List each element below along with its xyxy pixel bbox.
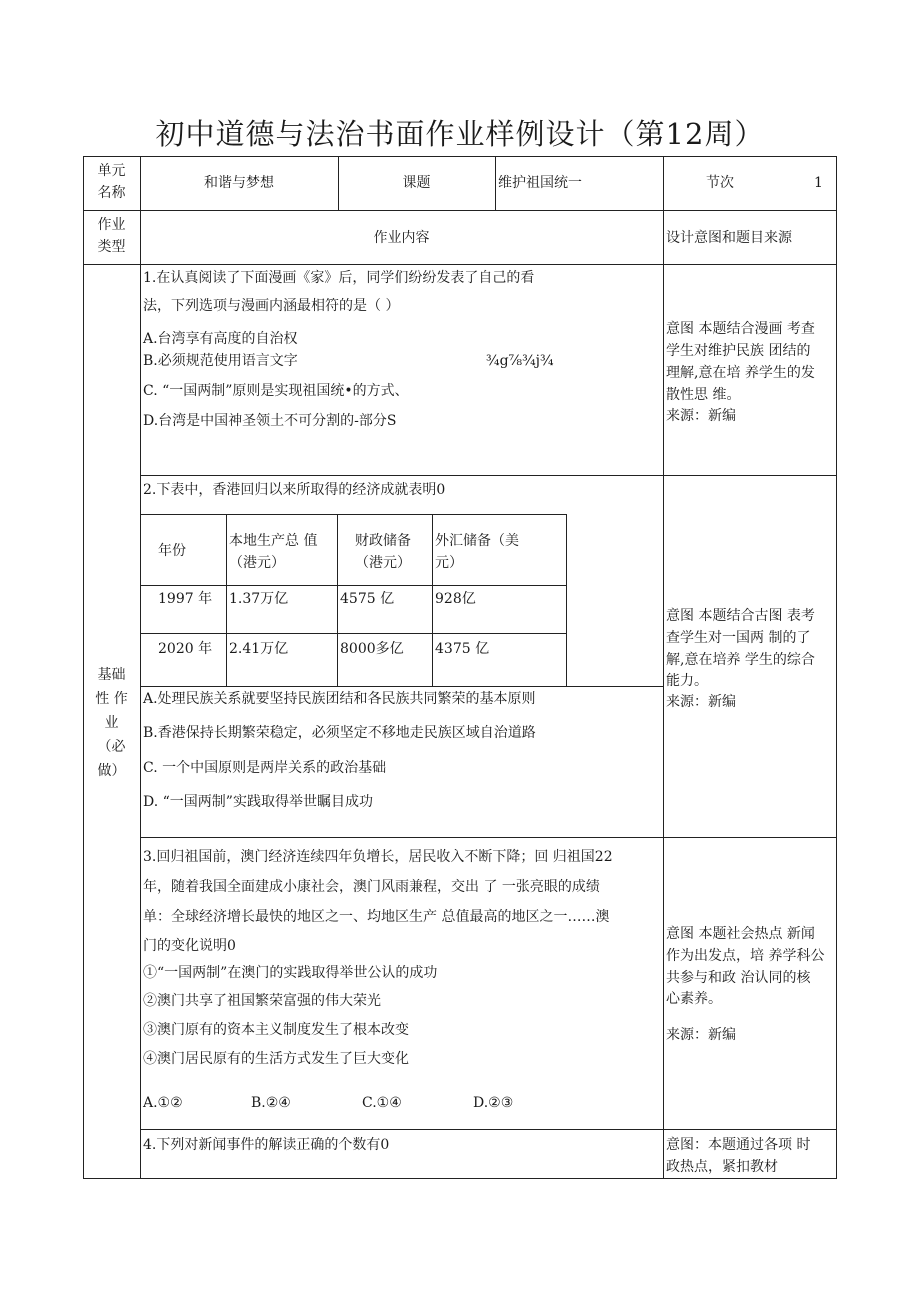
q2-intent-line1: 意图 本题结合古图 表考 xyxy=(666,608,815,624)
col-divider-lesson-value xyxy=(495,156,496,210)
q3-intent-line3: 共参与和政 治认同的核 xyxy=(666,970,811,986)
intent-header: 设计意图和题目来源 xyxy=(666,230,792,246)
q2-table-row1-bottom xyxy=(140,633,566,634)
page-title: 初中道德与法治书面作业样例设计（第12周） xyxy=(155,117,765,151)
q2-option-d: D. “一国两制”实践取得举世瞩目成功 xyxy=(143,794,373,810)
q3-stem-line4: 门的变化说明0 xyxy=(143,938,236,954)
q1-option-a: A.台湾享有高度的自治权 xyxy=(143,331,298,347)
q3-item-2: ②澳门共享了祖国繁荣富强的伟大荣光 xyxy=(143,993,381,1009)
q3-item-3: ③澳门原有的资本主义制度发生了根本改变 xyxy=(143,1022,409,1038)
q2-row1-gdp: 1.37万亿 xyxy=(229,591,289,607)
q3-option-c: C.①④ xyxy=(362,1095,402,1111)
q2-row1-fiscal: 4575 亿 xyxy=(340,591,395,607)
q1-stem-line1: 1.在认真阅读了下面漫画《家》后，同学们纷纷发表了自己的看 xyxy=(143,270,535,286)
q3-intent-line4: 心素养。 xyxy=(666,991,722,1007)
q2-table-header-bottom xyxy=(140,585,566,586)
q1-option-d: D.台湾是中国神圣领土不可分割的-部分S xyxy=(143,413,397,429)
q2-option-a: A.处理民族关系就要坚持民族团结和各民族共同繁荣的基本原则 xyxy=(143,691,536,707)
q2-col-gdp-1: 本地生产总 值 xyxy=(229,533,318,549)
q1-intent-line2: 学生对维护民族 团结的 xyxy=(666,343,811,359)
q3-stem-line1: 3.回归祖国前，澳门经济连续四年负增长，居民收入不断下降；回 归祖国22 xyxy=(143,849,613,865)
q2-col-fiscal-1: 财政储备 xyxy=(355,533,411,549)
q2-option-c: C. 一个中国原则是两岸关系的政治基础 xyxy=(143,760,387,776)
q3-stem-line2: 年，随着我国全面建成小康社会，澳门风雨兼程，交出 了 一张亮眼的成绩 xyxy=(143,879,600,895)
q2-row2-fiscal: 8000多亿 xyxy=(340,641,404,657)
q3-intent-line2: 作为出发点，培 养学科公 xyxy=(666,948,825,964)
q2-row2-gdp: 2.41万亿 xyxy=(229,641,289,657)
q3-intent-line1: 意图 本题社会热点 新闻 xyxy=(666,926,815,942)
q2-source: 来源：新编 xyxy=(666,694,736,710)
q3-item-4: ④澳门居民原有的生活方式发生了巨大变化 xyxy=(143,1051,409,1067)
q2-row2-forex: 4375 亿 xyxy=(435,641,490,657)
q2-option-b: B.香港保持长期繁荣稳定，必须坚定不移地走民族区域自治道路 xyxy=(143,725,536,741)
col-divider-category xyxy=(140,156,141,1179)
homework-type-label: 作业 类型 xyxy=(97,217,126,255)
content-header: 作业内容 xyxy=(373,230,430,246)
q2-intent-line3: 解,意在培养 学生的综合 xyxy=(666,652,815,668)
q2-table-bottom xyxy=(140,686,663,687)
q3-source: 来源：新编 xyxy=(666,1027,736,1043)
row-divider-q1 xyxy=(140,475,837,476)
section-label: 节次 xyxy=(706,175,734,191)
q3-option-d: D.②③ xyxy=(473,1095,514,1111)
q1-option-b: B.必须规范使用语言文字 xyxy=(143,353,298,369)
unit-name-value: 和谐与梦想 xyxy=(204,175,274,191)
q3-option-b: B.②④ xyxy=(251,1095,291,1111)
col-divider-intent xyxy=(663,156,664,1179)
q2-table-col2 xyxy=(337,514,338,686)
row-divider-q2 xyxy=(140,837,837,838)
q1-source: 来源：新编 xyxy=(666,408,736,424)
q2-table-col1 xyxy=(226,514,227,686)
q1-option-c: C. “一国两制”原则是实现祖国统•的方式、 xyxy=(143,383,409,399)
unit-name-label: 单元 名称 xyxy=(97,163,126,201)
lesson-label: 课题 xyxy=(402,175,431,191)
q4-intent-line2: 政热点，紧扣教材 xyxy=(666,1159,778,1175)
q2-col-forex-2: 元） xyxy=(435,555,463,571)
q3-item-1: ①“一国两制”在澳门的实践取得举世公认的成功 xyxy=(143,965,438,981)
row-divider-type xyxy=(83,264,837,265)
category-label: 基础 性 作 业 （必 做） xyxy=(95,667,128,779)
q4-intent-line1: 意图：本题通过各项 时 xyxy=(666,1137,811,1153)
q2-stem: 2.下表中，香港回归以来所取得的经济成就表明0 xyxy=(143,482,446,498)
q1-intent-line3: 理解,意在培 养学生的发 xyxy=(666,365,815,381)
q2-row1-forex: 928亿 xyxy=(435,591,476,607)
q2-intent-line2: 查学生对一国两 制的了 xyxy=(666,630,811,646)
q3-stem-line3: 单：全球经济增长最快的地区之一、均地区生产 总值最高的地区之一……澳 xyxy=(143,909,610,925)
q2-col-year: 年份 xyxy=(158,543,186,559)
q2-col-forex-1: 外汇储备（美 xyxy=(435,533,519,549)
q1-stem-line2: 法，下列选项与漫画内涵最相符的是（ ） xyxy=(143,298,400,314)
q2-table-col3 xyxy=(432,514,433,686)
q4-stem: 4.下列对新闻事件的解读正确的个数有0 xyxy=(143,1137,390,1153)
section-value: 1 xyxy=(814,175,823,191)
q2-row2-year: 2020 年 xyxy=(158,641,213,657)
row-divider-header xyxy=(83,210,837,211)
q2-col-fiscal-2: （港元） xyxy=(355,555,411,571)
row-divider-q3 xyxy=(140,1129,837,1130)
lesson-value: 维护祖国统一 xyxy=(498,175,582,191)
q2-table-top xyxy=(140,514,566,515)
q1-intent-line4: 散性思 维。 xyxy=(666,387,741,403)
q1-garbled-text: ¾g⅞¾j¾ xyxy=(486,353,554,369)
q2-col-gdp-2: （港元） xyxy=(229,555,285,571)
q3-option-a: A.①② xyxy=(143,1095,183,1111)
q2-row1-year: 1997 年 xyxy=(158,591,213,607)
q1-intent-line1: 意图 本题结合漫画 考查 xyxy=(666,321,815,337)
q2-table-col4 xyxy=(566,514,567,686)
q2-intent-line4: 能力。 xyxy=(666,673,708,689)
